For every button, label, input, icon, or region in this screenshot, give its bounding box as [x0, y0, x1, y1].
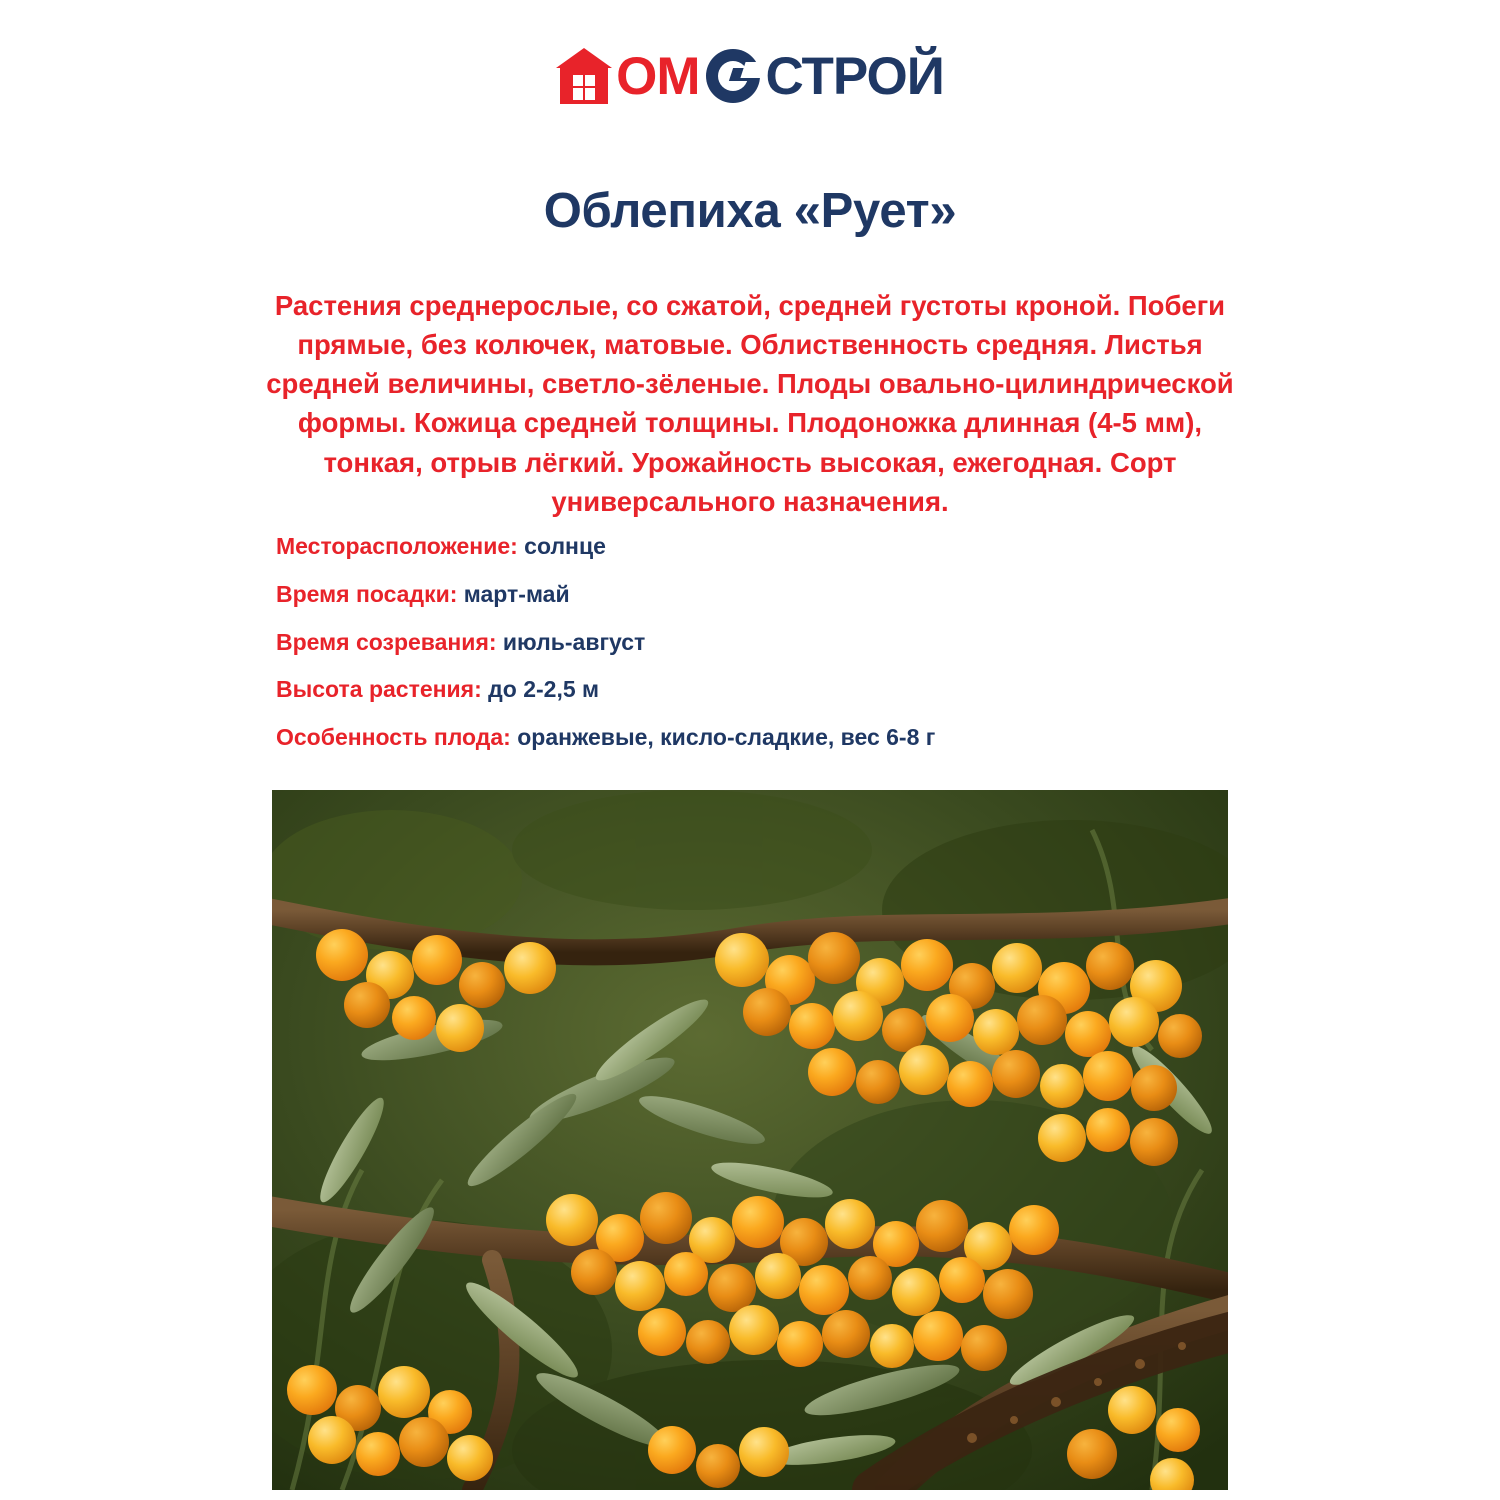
- list-item: [276, 534, 1276, 559]
- spec-value: март-май: [463, 580, 570, 607]
- spec-label: Время посадки:: [276, 580, 458, 607]
- spec-label: Месторасположение:: [276, 533, 518, 559]
- list-item: [276, 582, 1276, 607]
- list-item: [276, 677, 1276, 702]
- house-icon: [556, 48, 612, 104]
- page-title: Облепиха «Рует»: [543, 183, 957, 238]
- product-description: Растения среднерослые, со сжатой, средней густоты кроной. Побеги прямые, без колючек, матовые. Облиственность средняя. Листья средней величины, светло-зёленые. Плоды овально-цилиндрической формы. Кожица средней толщины. Плодоножка длинная (4-5 мм), тонкая, отрыв лёгкий. Урожайность высокая, ежегодная. Сорт универсального назначения.: [266, 289, 1234, 518]
- letter-o-icon: [705, 48, 761, 104]
- spec-label: Высота растения:: [276, 676, 482, 703]
- spec-value: до 2-2,5 м: [488, 676, 600, 703]
- spec-label: Время созревания:: [276, 628, 497, 655]
- spec-value: оранжевые, кисло-сладкие, вес 6-8 г: [517, 724, 936, 751]
- spec-value: июль-август: [502, 628, 646, 655]
- spec-value: солнце: [524, 533, 606, 559]
- spec-label: Особенность плода:: [276, 724, 511, 751]
- spec-list: [276, 534, 1276, 773]
- list-item: [276, 630, 1276, 655]
- logo-text-dom: ОМ: [616, 46, 700, 106]
- sea-buckthorn-illustration: [272, 790, 1228, 1490]
- list-item: [276, 725, 1276, 750]
- product-photo: [272, 790, 1228, 1490]
- logo-text-stroy: СТРОЙ: [765, 46, 944, 106]
- brand-logo[interactable]: [0, 48, 1500, 104]
